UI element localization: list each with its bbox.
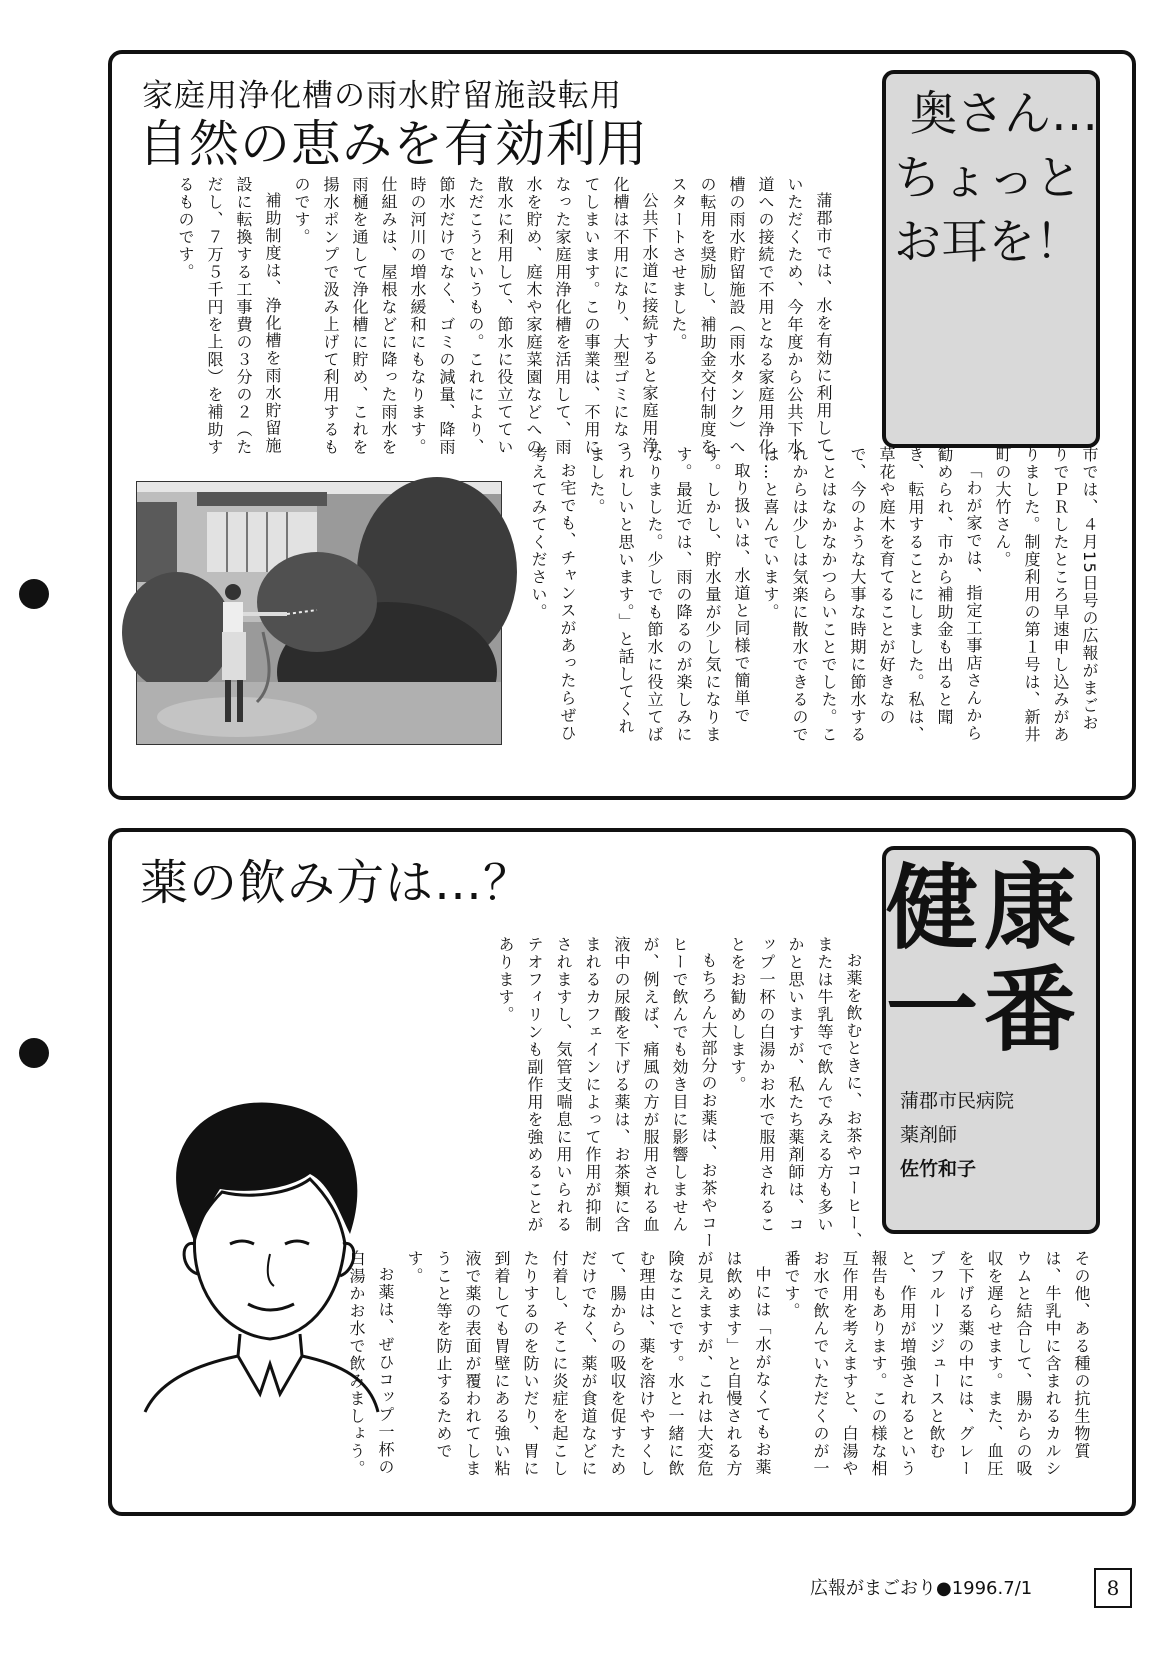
paragraph: 取り扱いは、水道と同様で簡単です。しかし、貯水量が少し気になります。最近では、雨の降るのが楽しみになりました。少しでも節水に役立てばうれしいと思います。」と話してくれました。 <box>587 446 751 744</box>
article-rainwater-body-bottom <box>512 446 1104 744</box>
paragraph: お宅でも、チャンスがあったらぜひ考えてみてください。 <box>529 446 577 742</box>
health-corner-line-1: 健康 <box>886 855 1083 962</box>
article-rainwater-title: 自然の恵みを有効利用 <box>138 115 648 173</box>
garden-photo <box>136 481 502 745</box>
paragraph: 「わが家では、指定工事店さんから勧められ、市から補助金も出ると聞き、転用することにしました。私は、草花や庭木を育てることが好きなので、今のような大事な時期に節水することはなかなかつらいことでした。これからは少しは気楽に散水できるのでは…と喜んでいます。 <box>761 446 983 744</box>
publication-footer: 広報がまごおり●1996.7/1 <box>810 1578 1033 1599</box>
health-corner-line-2: 一番 <box>886 957 1083 1064</box>
author-org: 蒲郡市民病院 <box>900 1090 1015 1112</box>
article-medicine-panel <box>108 828 1136 1516</box>
author-role: 薬剤師 <box>900 1124 958 1146</box>
article-medicine-body-top <box>374 936 868 1250</box>
article-rainwater-body-top <box>138 176 838 468</box>
article-medicine-title: 薬の飲み方は…？ <box>140 855 533 911</box>
article-rainwater-subtitle: 家庭用浄化槽の雨水貯留施設転用 <box>142 78 622 114</box>
health-corner-box <box>882 846 1100 1234</box>
woman-watering-garden-image <box>137 482 501 744</box>
corner-label-line-3: お耳を！ <box>894 215 1082 270</box>
article-medicine-body-bottom <box>347 1250 1096 1480</box>
paragraph: 補助制度は、浄化槽を雨水貯留施設に転換する工事費の３分の２（ただし、７万５千円を上限）を補助するものです。 <box>176 176 282 456</box>
paragraph: 市では、４月15日号の広報がまごおりでＰＲしたところ早速申し込みがありました。制度利用の第１号は、新井町の大竹さん。 <box>993 446 1099 744</box>
page-number: 8 <box>1094 1568 1132 1608</box>
paragraph: 公共下水道に接続すると家庭用浄化槽は不用になり、大型ゴミになってしまいます。この事業は、不用になった家庭用浄化槽を活用して、雨水を貯め、庭木や家庭菜園などへの散水に利用して、節水に役立てていただこうというもの。これにより、節水だけでなく、ゴミの減量、降雨時の河川の増水緩和にもなります。仕組みは、屋根などに降った雨水を雨樋を通して浄化槽に貯め、これを揚水ポンプで汲み上げて利用するものです。 <box>292 176 659 456</box>
article-rainwater-panel <box>108 50 1136 800</box>
binder-hole-bottom <box>19 1038 49 1068</box>
corner-label-line-2: ちょっと <box>894 151 1082 206</box>
paragraph: その他、ある種の抗生物質は、牛乳中に含まれるカルシウムと結合して、腸からの吸収を遅らせます。また、血圧を下げる薬の中には、グレープフルーツジュースと飲むと、作用が増強されるという報告もあります。この様な相互作用を考えますと、白湯やお水で飲んでいただくのが一番です。 <box>782 1250 1091 1478</box>
corner-label-box <box>882 70 1100 448</box>
paragraph: 中には「水がなくてもお薬は飲めます」と自慢される方が見えますが、これは大変危険なことです。水と一緒に飲む理由は、薬を溶けやすくして、腸からの吸収を促すためだけでなく、薬が食道などに付着し、そこに炎症を起こしたりするのを防いだり、胃に到着しても胃壁にある強い粘液で薬の表面が覆われてしまうこと等を防止するためです。 <box>405 1250 772 1478</box>
paragraph: お薬は、ぜひコップ一杯の白湯かお水で飲みましょう。 <box>347 1250 395 1478</box>
paragraph: 蒲郡市では、水を有効に利用していただくため、今年度から公共下水道への接続で不用となる家庭用浄化槽の雨水貯留施設（雨水タンク）への転用を奨励し、補助金交付制度をスタートさせました。 <box>669 176 833 456</box>
author-name: 佐竹和子 <box>900 1158 977 1180</box>
paragraph: もちろん大部分のお薬は、お茶やコーヒーで飲んでも効き目に影響しませんが、例えば、痛風の方が服用される血液中の尿酸を下げる薬は、お茶類に含まれるカフェインによって作用が抑制されますし、気管支喘息に用いられるテオフィリンも副作用を強めることがあります。 <box>496 936 718 1250</box>
corner-label-line-1: 奥さん… <box>910 87 1098 142</box>
binder-hole-top <box>19 579 49 609</box>
paragraph: お薬を飲むときに、お茶やコーヒー、または牛乳等で飲んでみえる方も多いかと思いますが、私たち薬剤師は、コップ一杯の白湯かお水で服用されることをお勧めします。 <box>728 936 863 1250</box>
